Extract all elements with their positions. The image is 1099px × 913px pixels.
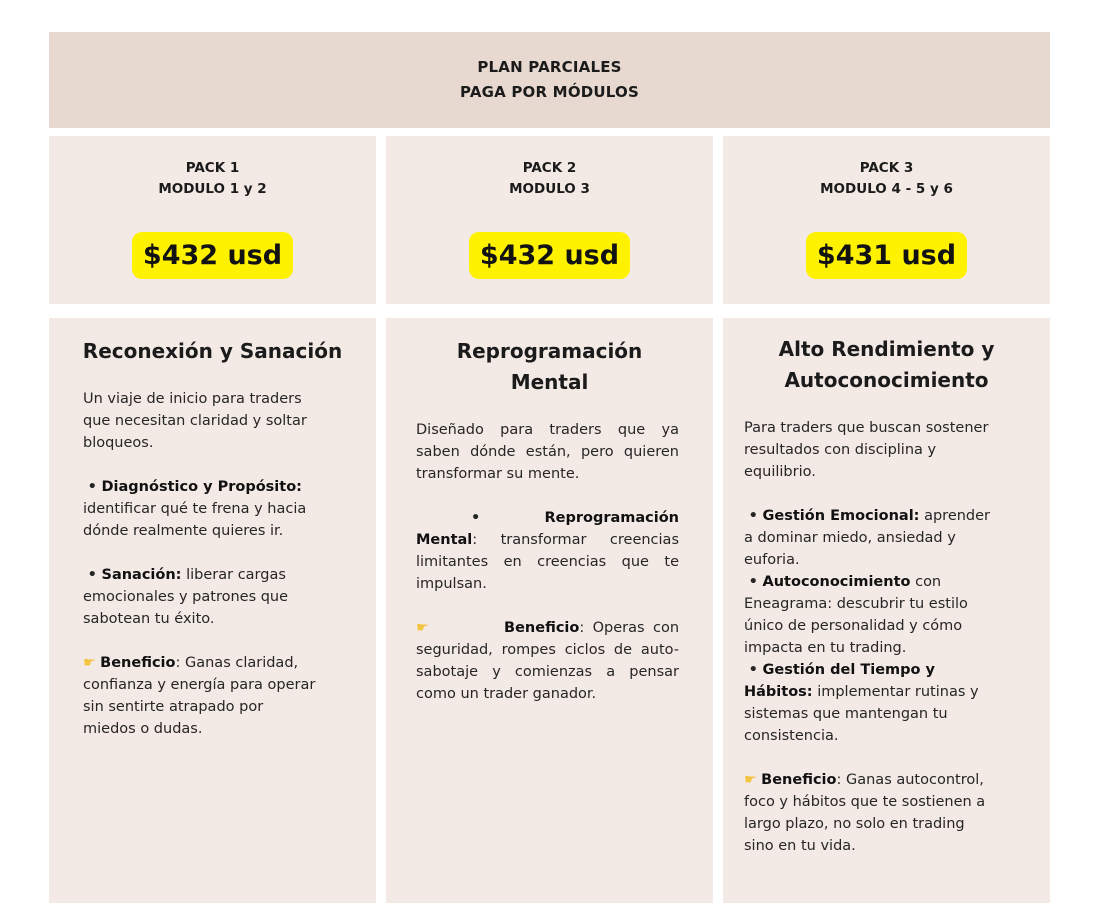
bullet-icon: • — [471, 510, 481, 526]
banner-title: PLAN PARCIALES — [477, 58, 622, 76]
card-title — [386, 336, 713, 398]
feature-item — [83, 564, 319, 630]
feature-label: Sanación: — [101, 567, 182, 583]
card-title-line2: Mental — [510, 370, 589, 394]
feature-list — [744, 505, 998, 747]
card-body — [744, 417, 998, 857]
card-title: Reconexión y Sanación — [82, 339, 343, 363]
feature-text: identificar qué te frena y hacia dónde realmente quieres ir. — [83, 501, 307, 539]
card-body — [416, 419, 679, 705]
feature-text: implementar rutinas y sistemas que mantengan tu consistencia. — [744, 684, 979, 744]
pack-price: $432 usd — [132, 232, 293, 279]
pointing-hand-icon: ☛ — [744, 772, 757, 788]
card-title-line1: Reprogramación — [456, 339, 643, 363]
card-intro: Para traders que buscan sostener resultados con disciplina y equilibrio. — [744, 420, 989, 480]
feature-item — [744, 659, 998, 747]
card-title — [723, 334, 1050, 396]
benefit-text: : Ganas autocontrol, foco y hábitos que te sostienen a largo plazo, no solo en trading sino en tu vida. — [744, 772, 986, 854]
bullet-icon: • — [748, 574, 758, 590]
pack-name: PACK 1 — [185, 160, 240, 176]
benefit — [416, 617, 679, 705]
benefit-label: Beneficio — [504, 620, 580, 636]
benefit-text: : Operas con seguridad, rompes ciclos de auto-sabotaje y comienzas a pensar como un trader ganador. — [416, 620, 680, 702]
feature-text: con Eneagrama: descubrir tu estilo único de personalidad y cómo impacta en tu trading. — [744, 574, 968, 656]
pointing-hand-icon: ☛ — [416, 620, 429, 636]
feature-text: : transformar creencias limitantes en creencias que te impulsan. — [416, 532, 679, 592]
pack-modules: MODULO 3 — [509, 181, 590, 197]
feature-label: Reprogramación Mental — [416, 510, 680, 548]
feature-label: Diagnóstico y Propósito: — [101, 479, 302, 495]
pack-price: $431 usd — [806, 232, 967, 279]
benefit — [83, 652, 319, 740]
pointing-hand-icon: ☛ — [83, 655, 96, 671]
bullet-icon: • — [748, 508, 758, 524]
feature-text: aprender a dominar miedo, ansiedad y euforia. — [744, 508, 991, 568]
pack-3-card — [723, 136, 1050, 304]
feature-item — [416, 507, 679, 595]
card-title-line2: Autoconocimiento — [784, 368, 989, 392]
feature-label: Autoconocimiento — [762, 574, 911, 590]
card-intro: Un viaje de inicio para traders que necesitan claridad y soltar bloqueos. — [83, 391, 307, 451]
card-body — [83, 388, 319, 740]
module-card-alto-rendimiento — [723, 318, 1050, 903]
card-intro: Diseñado para traders que ya saben dónde están, pero quieren transformar su mente. — [416, 422, 679, 482]
pack-2-card — [386, 136, 713, 304]
feature-item — [83, 476, 319, 542]
pack-price: $432 usd — [469, 232, 630, 279]
pack-name: PACK 2 — [522, 160, 577, 176]
bullet-icon: • — [748, 662, 758, 678]
plan-banner — [49, 32, 1050, 128]
banner-subtitle: PAGA POR MÓDULOS — [460, 83, 639, 101]
feature-label: Gestión Emocional: — [762, 508, 920, 524]
card-title-line1: Alto Rendimiento y — [778, 337, 995, 361]
module-card-reprogramacion — [386, 318, 713, 903]
benefit — [744, 769, 998, 857]
pack-modules: MODULO 1 y 2 — [158, 181, 267, 197]
benefit-label: Beneficio — [761, 772, 837, 788]
bullet-icon: • — [87, 479, 97, 495]
pack-1-card — [49, 136, 376, 304]
feature-item — [744, 505, 998, 571]
feature-text: liberar cargas emocionales y patrones que sabotean tu éxito. — [83, 567, 289, 627]
benefit-label: Beneficio — [100, 655, 176, 671]
pack-modules: MODULO 4 - 5 y 6 — [820, 181, 953, 197]
feature-item — [744, 571, 998, 659]
module-card-reconexion — [49, 318, 376, 903]
pack-name: PACK 3 — [859, 160, 914, 176]
bullet-icon: • — [87, 567, 97, 583]
feature-label: Gestión del Tiempo y Hábitos: — [744, 662, 935, 700]
benefit-text: : Ganas claridad, confianza y energía para operar sin sentirte atrapado por miedos o dudas. — [83, 655, 316, 737]
